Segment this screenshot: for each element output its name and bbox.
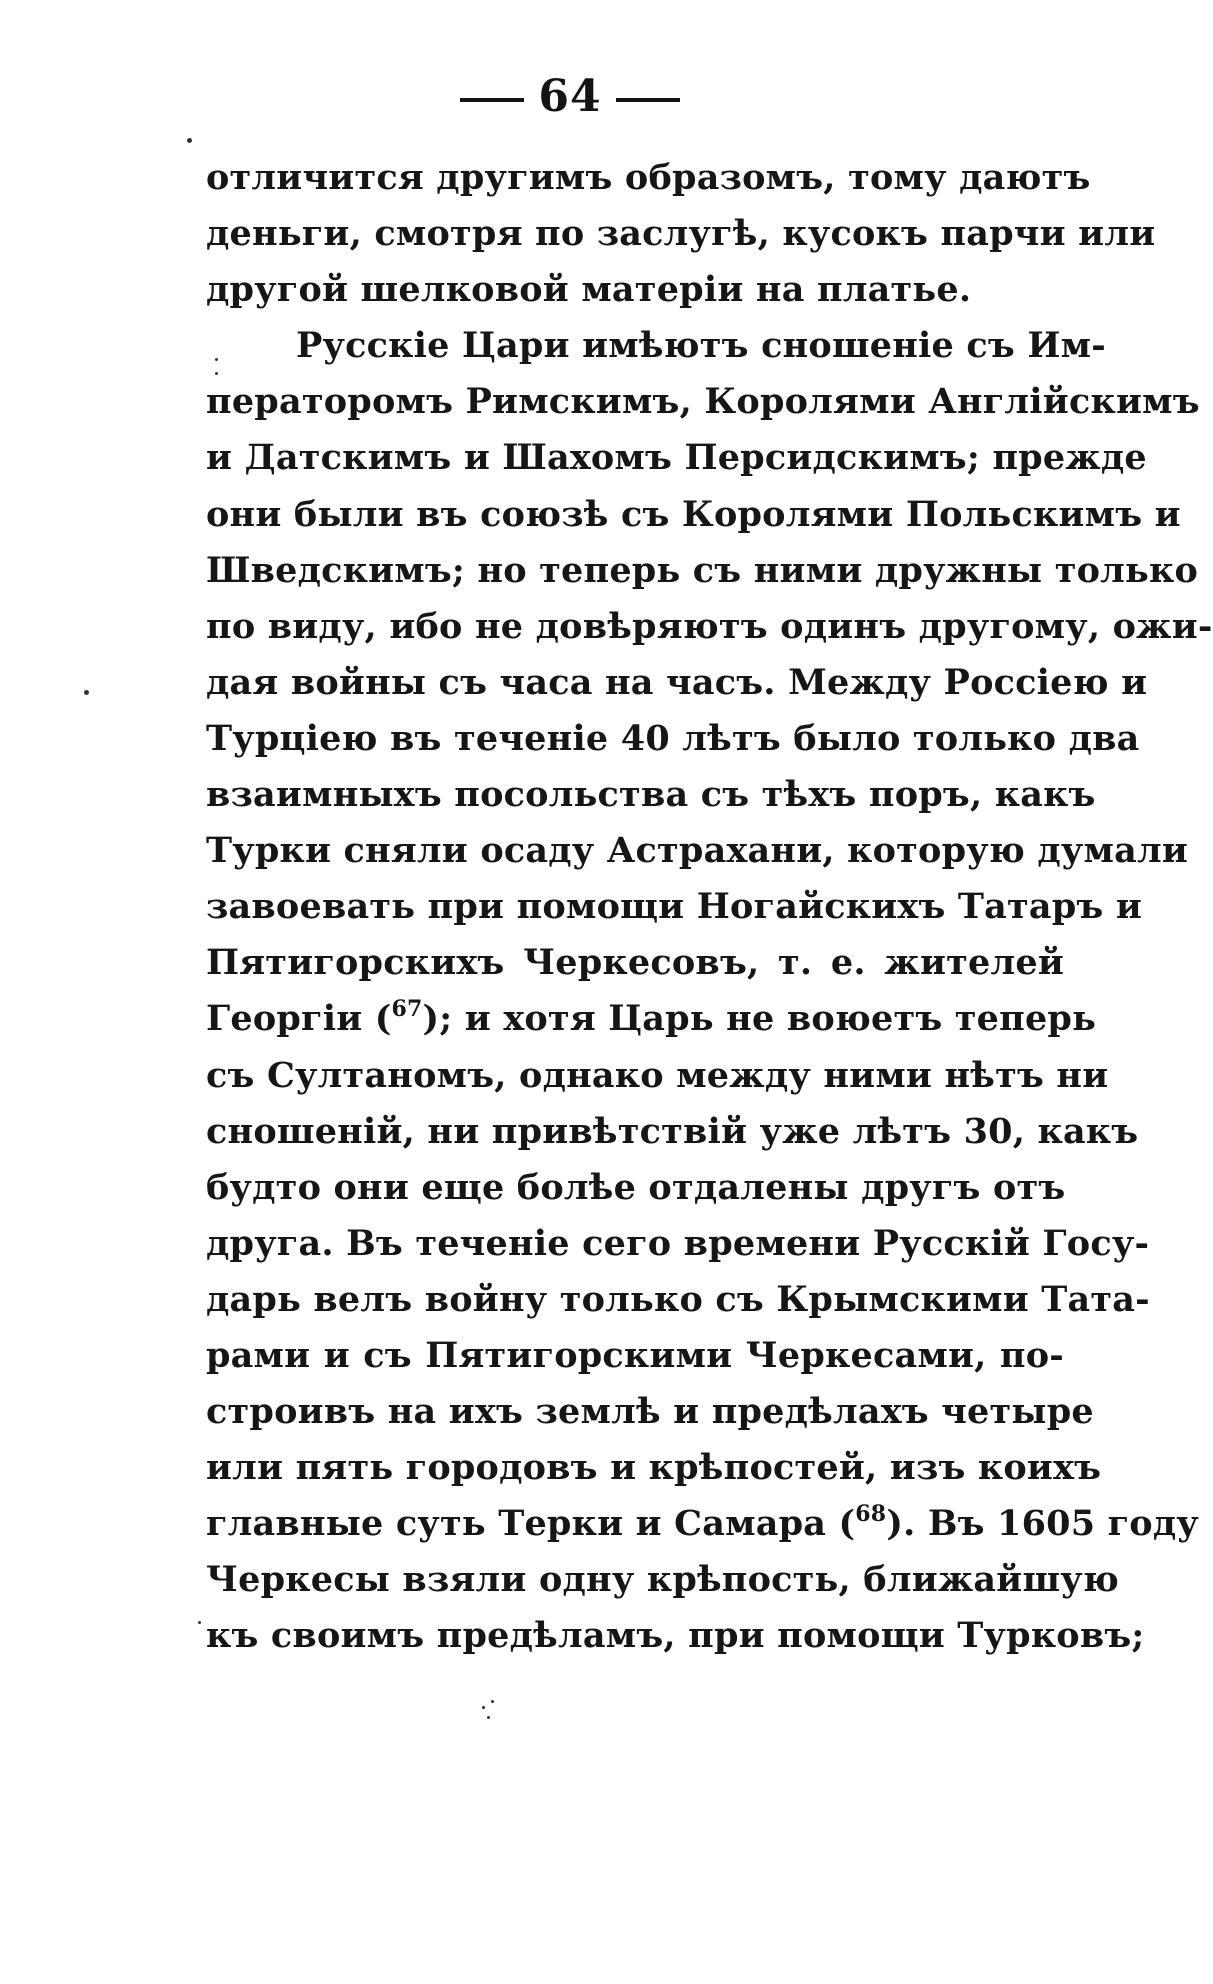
body-text <box>206 150 1213 1665</box>
page-number-header <box>0 62 1140 132</box>
paper-speck <box>187 138 192 143</box>
page-number: 64 <box>538 71 602 122</box>
text-line: рами и съ Пятигорскими Черкесами, по- <box>206 1334 1064 1376</box>
text-line: Русскіе Цари имѣютъ сношеніе съ Им- <box>296 325 1106 367</box>
text-line: съ Султаномъ, однако между ними нѣтъ ни <box>206 1054 1109 1096</box>
text-line: Турціею въ теченіе 40 лѣтъ было только два <box>206 717 1140 759</box>
text-line: деньги, смотря по заслугѣ, кусокъ парчи или <box>206 213 1156 255</box>
text-line: друга. Въ теченіе сего времени Русскій Госу- <box>206 1222 1150 1264</box>
paper-speck <box>487 1716 490 1719</box>
paper-speck <box>198 1621 201 1624</box>
text-line: сношеній, ни привѣтствій уже лѣтъ 30, какъ <box>206 1110 1139 1152</box>
text-line: завоевать при помощи Ногайскихъ Татаръ и <box>206 886 1143 928</box>
footnote-reference: 68 <box>855 1501 887 1528</box>
text-line: Черкесы взяли одну крѣпость, ближайшую <box>206 1559 1119 1601</box>
text-line: дая войны съ часа на часъ. Между Россіею и <box>206 661 1148 703</box>
text-line: или пять городовъ и крѣпостей, изъ коихъ <box>206 1447 1102 1489</box>
paper-speck <box>215 358 218 361</box>
text-line: отличится другимъ образомъ, тому даютъ <box>206 157 1091 198</box>
paper-speck <box>215 372 218 375</box>
text-segment: главные суть Терки и Самара ( <box>206 1503 856 1545</box>
text-segment: ). Въ 1605 году <box>886 1503 1199 1545</box>
text-line: они были въ союзѣ съ Королями Польскимъ и <box>206 493 1181 535</box>
paper-speck <box>482 1706 485 1709</box>
text-line: и Датскимъ и Шахомъ Персидскимъ; прежде <box>206 437 1147 479</box>
header-dash-left <box>460 98 524 102</box>
text-segment: Георгіи ( <box>206 998 392 1040</box>
text-line: будто они еще болѣе отдалены другъ отъ <box>206 1166 1066 1208</box>
text-line-with-footnote <box>206 991 1097 1047</box>
text-line: Шведскимъ; но теперь съ ними дружны только <box>206 549 1198 591</box>
text-line: дарь велъ войну только съ Крымскими Тата- <box>206 1278 1150 1320</box>
text-line: по виду, ибо не довѣряютъ одинъ другому, ожи- <box>206 605 1213 647</box>
text-line: ператоромъ Римскимъ, Королями Англійскимъ <box>206 381 1200 423</box>
text-line: Пятигорскихъ Черкесовъ, т. е. жителей <box>206 942 1064 984</box>
text-line-with-footnote <box>206 1496 1199 1552</box>
text-line: взаимныхъ посольства съ тѣхъ поръ, какъ <box>206 774 1096 816</box>
paper-speck <box>84 690 89 695</box>
text-line: къ своимъ предѣламъ, при помощи Турковъ; <box>206 1615 1145 1657</box>
text-segment: ); и хотя Царь не воюетъ теперь <box>422 998 1097 1040</box>
text-line: Турки сняли осаду Астрахани, которую думали <box>206 830 1189 872</box>
text-line: другой шелковой матеріи на платье. <box>206 269 972 311</box>
paper-speck <box>491 1700 494 1703</box>
footnote-reference: 67 <box>391 996 423 1023</box>
text-line: строивъ на ихъ землѣ и предѣлахъ четыре <box>206 1391 1094 1433</box>
header-dash-right <box>616 98 680 102</box>
